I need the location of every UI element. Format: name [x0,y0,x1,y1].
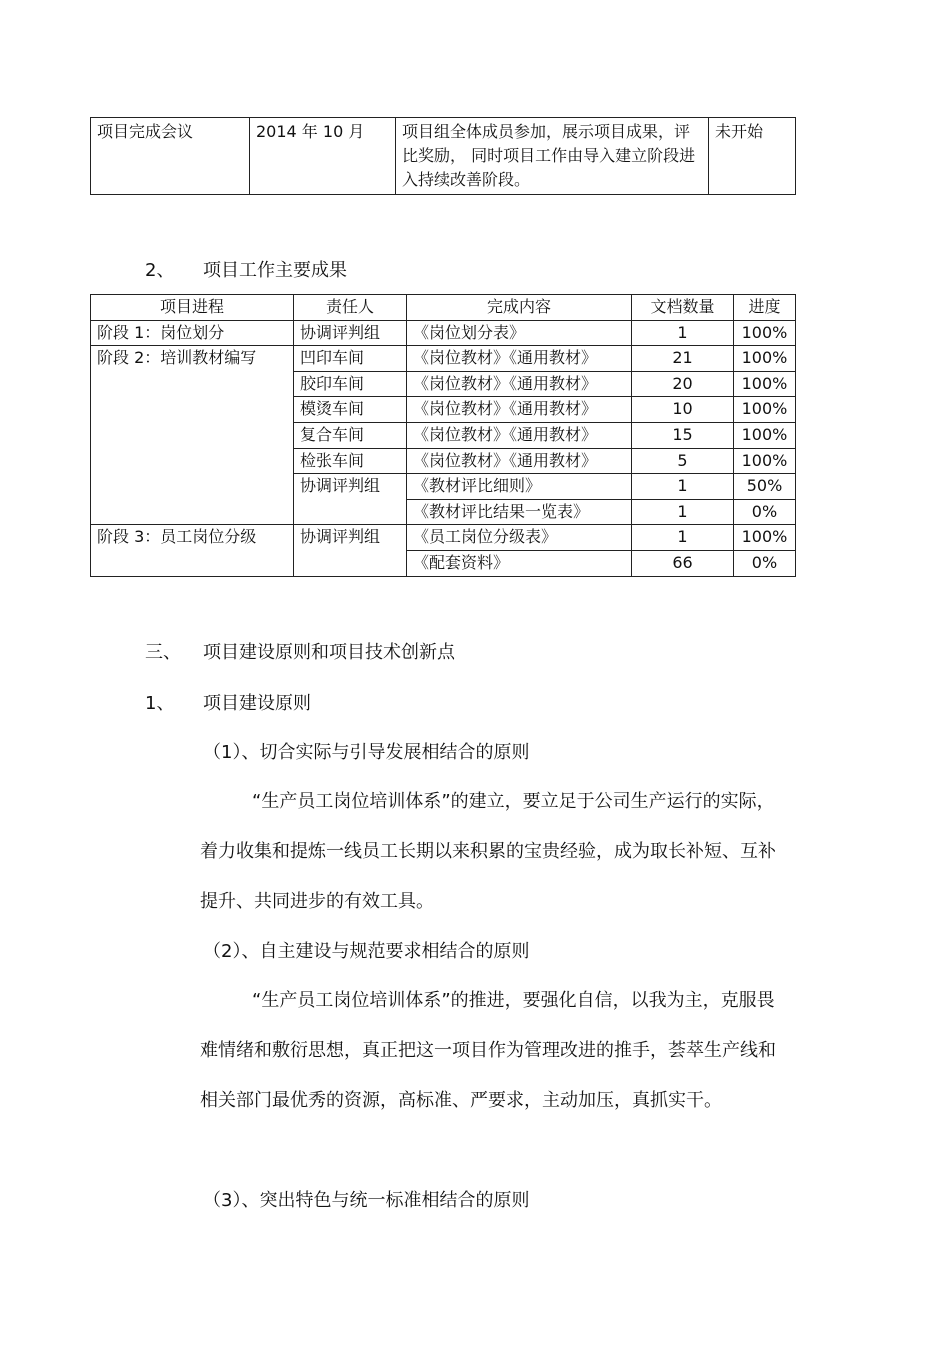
content-cell: 《岗位教材》《通用教材》 [407,422,632,448]
principle-title-3: （3）、突出特色与统一标准相结合的原则 [203,1190,530,1211]
table-row [91,346,796,372]
progress-cell: 100% [734,422,796,448]
column-header: 完成内容 [407,295,632,321]
section-number: 1、 [145,693,175,714]
owner-cell: 复合车间 [294,422,407,448]
content-cell: 《员工岗位分级表》 [407,525,632,551]
table-header-row [91,295,796,321]
section-number: 三、 [145,642,181,663]
principle-title-1: （1）、切合实际与引导发展相结合的原则 [203,742,530,763]
section-heading-2 [145,258,347,284]
count-cell: 1 [632,474,734,500]
stage-cell: 阶段 3：员工岗位分级 [91,525,294,576]
progress-cell: 50% [734,474,796,500]
count-cell: 1 [632,525,734,551]
results-table [90,294,796,577]
owner-cell: 协调评判组 [294,474,407,525]
content-cell: 《岗位教材》《通用教材》 [407,397,632,423]
owner-cell: 胶印车间 [294,371,407,397]
count-cell: 15 [632,422,734,448]
progress-cell: 100% [734,346,796,372]
content-cell: 《岗位教材》《通用教材》 [407,346,632,372]
table-cell-name: 项目完成会议 [91,118,250,195]
section-title: 项目工作主要成果 [203,260,347,281]
content-cell: 《教材评比细则》 [407,474,632,500]
progress-cell: 0% [734,499,796,525]
progress-cell: 100% [734,371,796,397]
principle-title-2: （2）、自主建设与规范要求相结合的原则 [203,941,530,962]
column-header: 项目进程 [91,295,294,321]
section-title: 项目建设原则 [203,693,311,714]
progress-cell: 100% [734,525,796,551]
section-title: 项目建设原则和项目技术创新点 [203,642,455,663]
table-cell-status: 未开始 [709,118,796,195]
content-cell: 《配套资料》 [407,550,632,576]
principle-body-2: “生产员工岗位培训体系”的推进，要强化自信，以我为主，克服畏难情绪和敷衍思想，真正把这一项目作为管理改进的推手，荟萃生产线和相关部门最优秀的资源，高标准、严要求，主动加压，真抓实干。 [200,990,776,1111]
table-cell-date: 2014 年 10 月 [250,118,396,195]
content-cell: 《岗位教材》《通用教材》 [407,448,632,474]
count-cell: 1 [632,499,734,525]
count-cell: 21 [632,346,734,372]
owner-cell: 协调评判组 [294,320,407,346]
owner-cell: 检张车间 [294,448,407,474]
count-cell: 20 [632,371,734,397]
content-cell: 《教材评比结果一览表》 [407,499,632,525]
table-row [91,118,796,195]
milestone-table [90,117,796,195]
table-cell-desc: 项目组全体成员参加，展示项目成果，评比奖励， 同时项目工作由导入建立阶段进入持续改善阶段。 [396,118,709,195]
stage-cell: 阶段 2：培训教材编写 [91,346,294,525]
stage-cell: 阶段 1：岗位划分 [91,320,294,346]
subsection-heading-1 [145,691,311,717]
section-heading-3 [145,640,455,666]
count-cell: 66 [632,550,734,576]
progress-cell: 100% [734,397,796,423]
content-cell: 《岗位划分表》 [407,320,632,346]
count-cell: 10 [632,397,734,423]
table-row [91,320,796,346]
progress-cell: 100% [734,448,796,474]
content-cell: 《岗位教材》《通用教材》 [407,371,632,397]
table-row [91,525,796,551]
owner-cell: 模烫车间 [294,397,407,423]
column-header: 进度 [734,295,796,321]
owner-cell: 协调评判组 [294,525,407,576]
principle-body-1: “生产员工岗位培训体系”的建立，要立足于公司生产运行的实际，着力收集和提炼一线员工长期以来积累的宝贵经验，成为取长补短、互补提升、共同进步的有效工具。 [200,791,776,912]
progress-cell: 0% [734,550,796,576]
column-header: 责任人 [294,295,407,321]
progress-cell: 100% [734,320,796,346]
column-header: 文档数量 [632,295,734,321]
count-cell: 5 [632,448,734,474]
count-cell: 1 [632,320,734,346]
section-number: 2、 [145,260,175,281]
owner-cell: 凹印车间 [294,346,407,372]
